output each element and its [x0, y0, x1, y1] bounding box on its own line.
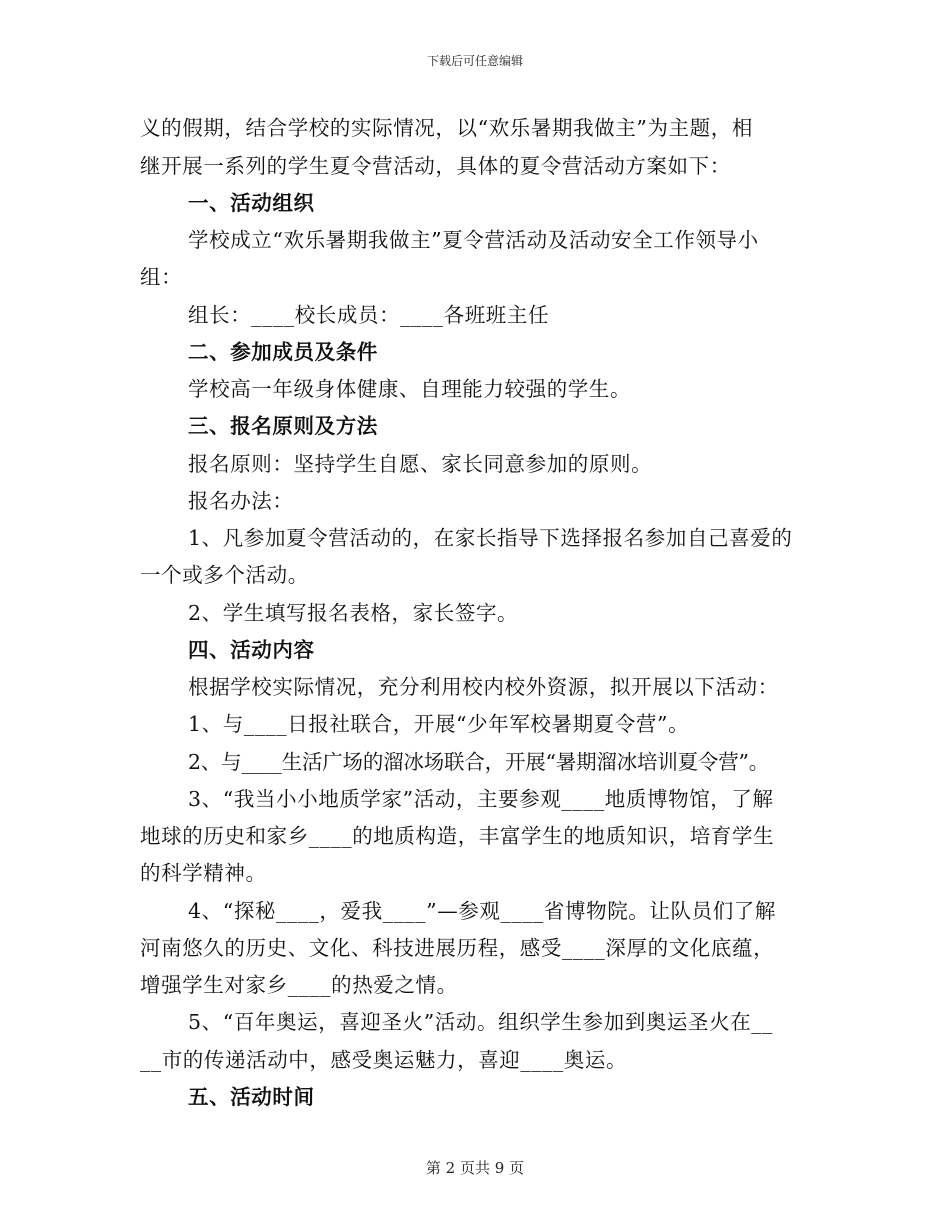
body-line: 1、与____日报社联合，开展“少年军校暑期夏令营”。	[188, 712, 690, 736]
body-line: 根据学校实际情况，充分利用校内校外资源，拟开展以下活动：	[188, 675, 779, 699]
section-heading: 五、活动时间	[188, 1085, 315, 1109]
body-line: 义的假期，结合学校的实际情况，以“欢乐暑期我做主”为主题，相	[140, 116, 753, 140]
body-line: 3、“我当小小地质学家”活动，主要参观____地质博物馆，了解	[188, 787, 774, 811]
section-heading: 二、参加成员及条件	[188, 340, 378, 364]
body-line: 增强学生对家乡____的热爱之情。	[140, 973, 458, 997]
page-footer: 第 2 页共 9 页	[425, 1159, 525, 1177]
page-header: 下载后可任意编辑	[426, 54, 523, 68]
body-line: 河南悠久的历史、文化、科技进展历程，感受____深厚的文化底蕴，	[140, 936, 775, 960]
section-heading: 一、活动组织	[188, 191, 315, 215]
body-line: 报名办法：	[188, 489, 294, 513]
body-line: 2、与____生活广场的溜冰场联合，开展“暑期溜冰培训夏令营”。	[188, 750, 770, 774]
body-line: 1、凡参加夏令营活动的，在家长指导下选择报名参加自己喜爱的	[188, 526, 793, 550]
body-line: 地球的历史和家乡____的地质构造，丰富学生的地质知识，培育学生	[140, 824, 775, 848]
body-line: 的科学精神。	[140, 861, 267, 885]
body-line: 学校高一年级身体健康、自理能力较强的学生。	[188, 377, 632, 401]
body-line: 2、学生填写报名表格，家长签字。	[188, 601, 519, 625]
body-line: 组长：____校长成员：____各班班主任	[188, 303, 550, 327]
body-line: 继开展一系列的学生夏令营活动，具体的夏令营活动方案如下：	[140, 154, 731, 178]
body-line: 报名原则：坚持学生自愿、家长同意参加的原则。	[188, 452, 653, 476]
section-heading: 四、活动内容	[188, 638, 315, 662]
body-line: 4、“探秘____，爱我____”—参观____省博物院。让队员们了解	[188, 899, 777, 923]
body-line: __市的传递活动中，感受奥运魅力，喜迎____奥运。	[140, 1048, 628, 1072]
section-heading: 三、报名原则及方法	[188, 414, 378, 438]
body-line: 5、“百年奥运，喜迎圣火”活动。组织学生参加到奥运圣火在__	[188, 1010, 774, 1034]
body-line: 组：	[140, 265, 183, 289]
body-line: 一个或多个活动。	[140, 563, 309, 587]
body-line: 学校成立“欢乐暑期我做主”夏令营活动及活动安全工作领导小	[188, 228, 759, 252]
